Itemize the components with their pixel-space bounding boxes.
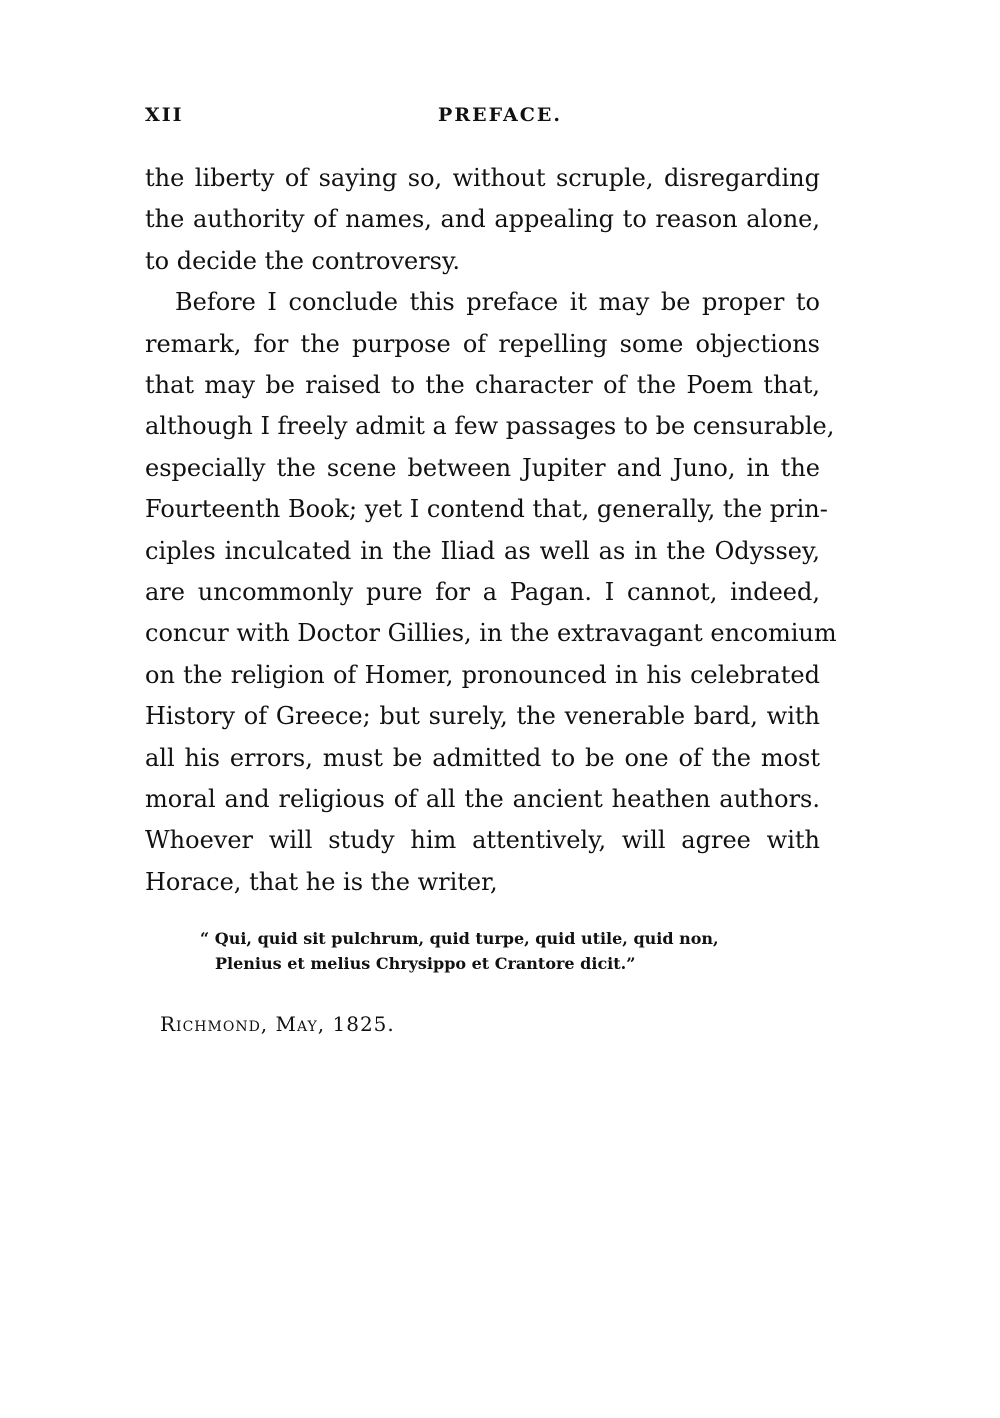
quote-line: Plenius et melius Chrysippo et Crantore dicit.”: [215, 954, 636, 973]
text-line: ciples inculcated in the Iliad as well as in the Odyssey,: [145, 536, 820, 565]
text-line: the liberty of saying so, without scruple, disregarding: [145, 164, 820, 192]
text-line: the authority of names, and appealing to reason alone,: [145, 205, 820, 234]
running-head: PREFACE.: [438, 104, 562, 126]
text-line: especially the scene between Jupiter and Juno, in the: [145, 453, 820, 482]
text-line: Horace, that he is the writer,: [145, 867, 498, 896]
text-line: although I freely admit a few passages to be censurable,: [145, 412, 835, 441]
text-line: on the religion of Homer, pronounced in his celebrated: [145, 660, 820, 689]
text-line: concur with Doctor Gillies, in the extravagant encomium: [145, 619, 837, 648]
text-line: are uncommonly pure for a Pagan. I cannot, indeed,: [145, 578, 820, 606]
text-line: that may be raised to the character of the Poem that,: [145, 371, 820, 399]
text-line: Fourteenth Book; yet I contend that, generally, the prin-: [145, 495, 828, 524]
text-line: to decide the controversy.: [145, 246, 460, 275]
text-line: all his errors, must be admitted to be one of the most: [145, 743, 820, 772]
text-line: Whoever will study him attentively, will agree with: [145, 826, 820, 855]
text-line: History of Greece; but surely, the venerable bard, with: [145, 702, 820, 731]
text-line: Before I conclude this preface it may be proper to: [175, 288, 820, 317]
text-line: moral and religious of all the ancient heathen authors.: [145, 785, 820, 813]
signature-line: Richmond, May, 1825.: [160, 1012, 395, 1036]
page-number: XII: [145, 104, 184, 126]
text-line: remark, for the purpose of repelling some objections: [145, 329, 820, 358]
quote-line: “ Qui, quid sit pulchrum, quid turpe, quid utile, quid non,: [200, 929, 719, 948]
